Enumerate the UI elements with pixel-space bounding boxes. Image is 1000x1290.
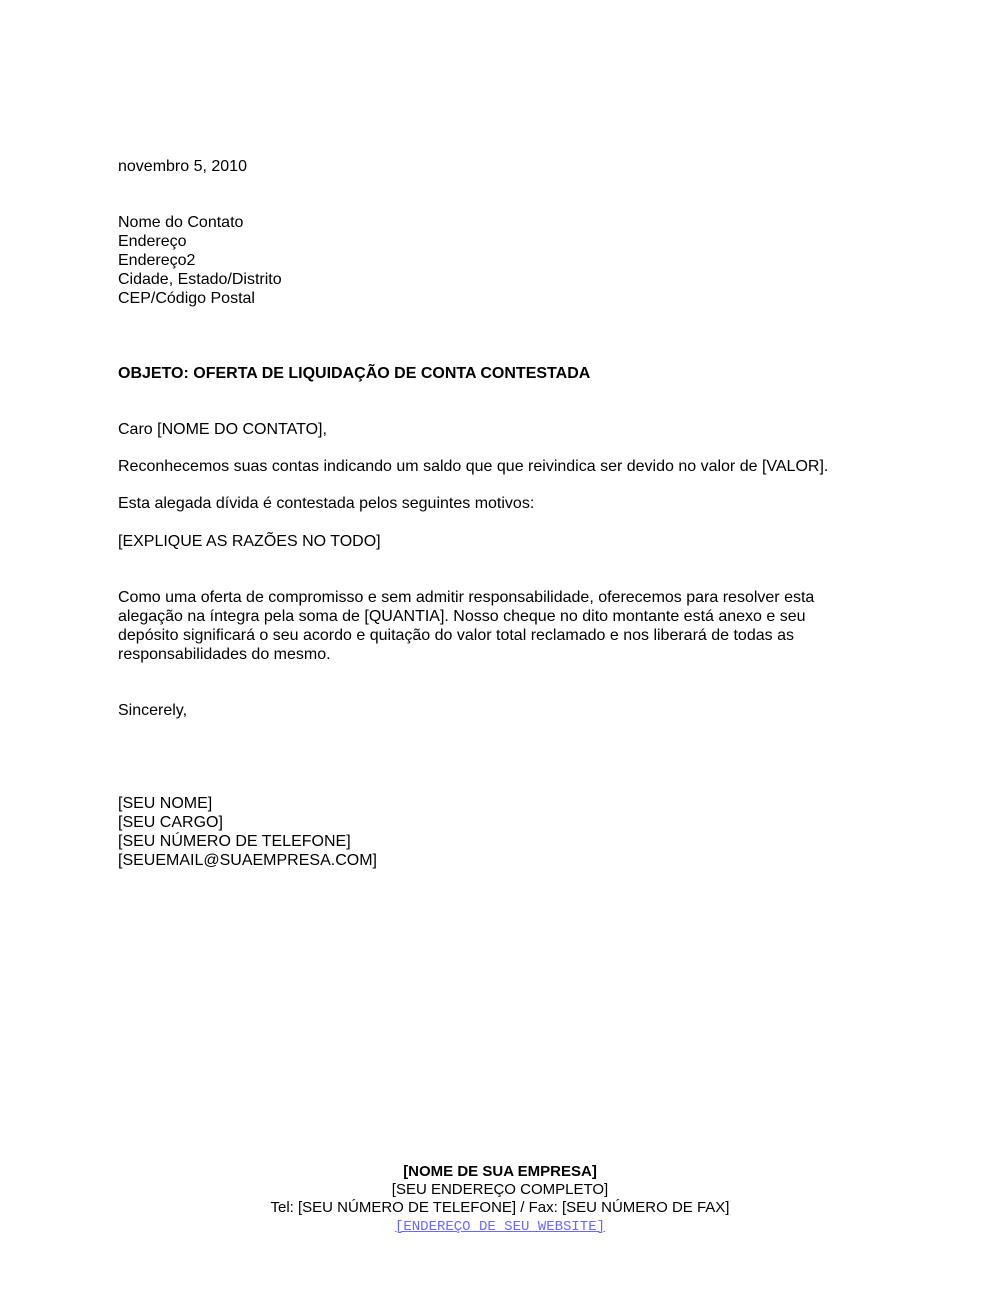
recipient-address-line1: Endereço (118, 233, 187, 250)
paragraph-4-line: responsabilidades do mesmo. (118, 646, 331, 663)
paragraph-4-line: Como uma oferta de compromisso e sem admitir responsabilidade, oferecemos para resolver esta (118, 589, 815, 606)
signature-phone: [SEU NÚMERO DE TELEFONE] (118, 833, 351, 850)
footer-address: [SEU ENDEREÇO COMPLETO] (391, 1181, 609, 1198)
recipient-address (118, 213, 282, 308)
letter-subject: OBJETO: OFERTA DE LIQUIDAÇÃO DE CONTA CONTESTADA (118, 365, 591, 382)
paragraph-4-line: alegação na íntegra pela soma de [QUANTIA]. Nosso cheque no dito montante está anexo e seu (118, 608, 806, 625)
signature-title: [SEU CARGO] (118, 814, 223, 831)
paragraph-3: [EXPLIQUE AS RAZÕES NO TODO] (118, 533, 381, 550)
paragraph-4-line: depósito significará o seu acordo e quitação do valor total reclamado e nos liberará de todas as (118, 627, 794, 644)
signature-email: [SEUEMAIL@SUAEMPRESA.COM] (118, 852, 377, 869)
recipient-postal-code: CEP/Código Postal (118, 290, 255, 307)
footer-contact: Tel: [SEU NÚMERO DE TELEFONE] / Fax: [SEU NÚMERO DE FAX] (270, 1199, 730, 1216)
recipient-name: Nome do Contato (118, 214, 244, 231)
signature-block (118, 794, 377, 870)
letter-date: novembro 5, 2010 (118, 158, 247, 175)
closing: Sincerely, (118, 702, 188, 719)
recipient-address-line2: Endereço2 (118, 252, 196, 269)
footer-company-name: [NOME DE SUA EMPRESA] (403, 1163, 597, 1180)
footer-website-link[interactable]: [ENDEREÇO DE SEU WEBSITE] (394, 1219, 606, 1235)
recipient-city: Cidade, Estado/Distrito (118, 271, 282, 288)
paragraph-2: Esta alegada dívida é contestada pelos seguintes motivos: (118, 495, 535, 512)
paragraph-1: Reconhecemos suas contas indicando um saldo que que reivindica ser devido no valor de [VALOR]. (118, 458, 829, 475)
signature-name: [SEU NOME] (118, 795, 213, 812)
paragraph-4 (118, 588, 814, 664)
salutation: Caro [NOME DO CONTATO], (118, 421, 327, 438)
footer (0, 1163, 1000, 1236)
